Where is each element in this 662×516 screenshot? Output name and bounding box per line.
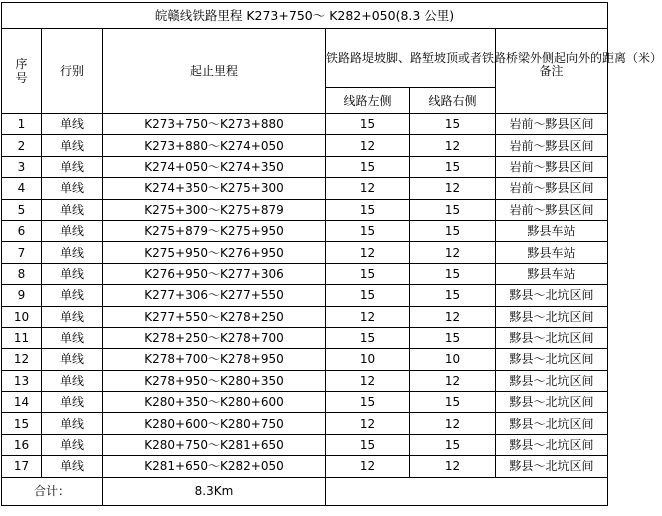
cell-seq: 6: [2, 220, 42, 241]
cell-left-distance: 15: [326, 392, 410, 413]
cell-right-distance: 12: [410, 456, 496, 477]
cell-right-distance: 15: [410, 392, 496, 413]
cell-note: 黟县～北坑区间: [496, 285, 608, 306]
cell-left-distance: 15: [326, 220, 410, 241]
cell-type: 单线: [42, 199, 103, 220]
header-left: 线路左侧: [326, 88, 410, 114]
cell-right-distance: 15: [410, 114, 496, 135]
cell-range: K273+750～K273+880: [103, 114, 326, 135]
cell-note: 黟县车站: [496, 220, 608, 241]
cell-left-distance: 15: [326, 285, 410, 306]
cell-seq: 2: [2, 135, 42, 156]
cell-left-distance: 15: [326, 156, 410, 177]
cell-type: 单线: [42, 392, 103, 413]
cell-type: 单线: [42, 370, 103, 391]
table-title: 皖赣线铁路里程 K273+750～ K282+050(8.3 公里): [2, 3, 608, 29]
cell-seq: 11: [2, 327, 42, 348]
cell-type: 单线: [42, 327, 103, 348]
cell-right-distance: 12: [410, 370, 496, 391]
cell-seq: 10: [2, 306, 42, 327]
cell-left-distance: 12: [326, 370, 410, 391]
cell-note: 黟县～北坑区间: [496, 306, 608, 327]
table-row: [2, 392, 608, 413]
cell-note: 黟县～北坑区间: [496, 456, 608, 477]
cell-left-distance: 12: [326, 413, 410, 434]
cell-right-distance: 12: [410, 306, 496, 327]
cell-seq: 3: [2, 156, 42, 177]
cell-seq: 16: [2, 434, 42, 455]
cell-note: 黟县车站: [496, 263, 608, 284]
cell-right-distance: 15: [410, 434, 496, 455]
table-row: [2, 199, 608, 220]
cell-left-distance: 12: [326, 242, 410, 263]
cell-range: K276+950～K277+306: [103, 263, 326, 284]
total-label: 合计：: [2, 477, 103, 505]
table-row: [2, 370, 608, 391]
table-row: [2, 135, 608, 156]
cell-note: 黟县～北坑区间: [496, 349, 608, 370]
cell-note: 岩前～黟县区间: [496, 178, 608, 199]
cell-right-distance: 12: [410, 413, 496, 434]
header-range: 起止里程: [103, 29, 326, 114]
cell-seq: 1: [2, 114, 42, 135]
cell-range: K280+750～K281+650: [103, 434, 326, 455]
header-type: 行别: [42, 29, 103, 114]
cell-note: 岩前～黟县区间: [496, 199, 608, 220]
cell-right-distance: 15: [410, 156, 496, 177]
cell-range: K274+350～K275+300: [103, 178, 326, 199]
table-row: [2, 306, 608, 327]
cell-seq: 17: [2, 456, 42, 477]
cell-left-distance: 12: [326, 178, 410, 199]
cell-left-distance: 12: [326, 456, 410, 477]
cell-seq: 14: [2, 392, 42, 413]
cell-range: K273+880～K274+050: [103, 135, 326, 156]
cell-left-distance: 12: [326, 135, 410, 156]
cell-left-distance: 10: [326, 349, 410, 370]
cell-type: 单线: [42, 434, 103, 455]
cell-note: 岩前～黟县区间: [496, 135, 608, 156]
total-value: 8.3Km: [103, 477, 326, 505]
table-row: [2, 114, 608, 135]
cell-left-distance: 15: [326, 263, 410, 284]
table-row: [2, 220, 608, 241]
cell-type: 单线: [42, 114, 103, 135]
cell-note: 岩前～黟县区间: [496, 156, 608, 177]
cell-range: K277+550～K278+250: [103, 306, 326, 327]
cell-seq: 15: [2, 413, 42, 434]
cell-left-distance: 12: [326, 306, 410, 327]
cell-range: K280+600～K280+750: [103, 413, 326, 434]
cell-seq: 12: [2, 349, 42, 370]
header-distance: 铁路路堤坡脚、路堑坡顶或者铁路桥梁外侧起向外的距离（米）: [326, 29, 496, 88]
total-empty: [326, 477, 608, 505]
cell-note: 黟县～北坑区间: [496, 370, 608, 391]
cell-type: 单线: [42, 156, 103, 177]
cell-range: K280+350～K280+600: [103, 392, 326, 413]
header-right: 线路右侧: [410, 88, 496, 114]
cell-right-distance: 15: [410, 327, 496, 348]
railway-mileage-table: [1, 2, 662, 506]
cell-seq: 8: [2, 263, 42, 284]
table-row: [2, 327, 608, 348]
cell-seq: 4: [2, 178, 42, 199]
cell-note: 黟县车站: [496, 242, 608, 263]
cell-seq: 7: [2, 242, 42, 263]
table-row: [2, 434, 608, 455]
table-row: [2, 349, 608, 370]
table-row: [2, 178, 608, 199]
cell-seq: 5: [2, 199, 42, 220]
cell-left-distance: 15: [326, 199, 410, 220]
cell-range: K278+700～K278+950: [103, 349, 326, 370]
cell-right-distance: 12: [410, 135, 496, 156]
cell-range: K281+650～K282+050: [103, 456, 326, 477]
cell-right-distance: 15: [410, 199, 496, 220]
cell-range: K275+879～K275+950: [103, 220, 326, 241]
cell-type: 单线: [42, 135, 103, 156]
cell-range: K274+050～K274+350: [103, 156, 326, 177]
cell-right-distance: 12: [410, 178, 496, 199]
cell-type: 单线: [42, 285, 103, 306]
header-note: 备注: [496, 29, 608, 114]
table-row: [2, 456, 608, 477]
cell-type: 单线: [42, 306, 103, 327]
cell-type: 单线: [42, 413, 103, 434]
cell-right-distance: 10: [410, 349, 496, 370]
table-row: [2, 242, 608, 263]
table-row: [2, 263, 608, 284]
cell-type: 单线: [42, 178, 103, 199]
cell-note: 岩前～黟县区间: [496, 114, 608, 135]
cell-type: 单线: [42, 220, 103, 241]
cell-range: K275+300～K275+879: [103, 199, 326, 220]
cell-range: K278+950～K280+350: [103, 370, 326, 391]
table-row: [2, 156, 608, 177]
cell-type: 单线: [42, 263, 103, 284]
cell-type: 单线: [42, 349, 103, 370]
cell-note: 黟县～北坑区间: [496, 327, 608, 348]
cell-seq: 9: [2, 285, 42, 306]
cell-type: 单线: [42, 242, 103, 263]
header-seq: 序号: [2, 29, 42, 114]
table-row: [2, 285, 608, 306]
cell-range: K277+306～K277+550: [103, 285, 326, 306]
cell-type: 单线: [42, 456, 103, 477]
cell-left-distance: 15: [326, 114, 410, 135]
cell-right-distance: 12: [410, 242, 496, 263]
cell-range: K278+250～K278+700: [103, 327, 326, 348]
cell-seq: 13: [2, 370, 42, 391]
cell-note: 黟县～北坑区间: [496, 434, 608, 455]
total-row: [2, 477, 608, 505]
cell-note: 黟县～北坑区间: [496, 413, 608, 434]
cell-range: K275+950～K276+950: [103, 242, 326, 263]
cell-left-distance: 15: [326, 434, 410, 455]
cell-right-distance: 15: [410, 220, 496, 241]
cell-left-distance: 15: [326, 327, 410, 348]
cell-right-distance: 15: [410, 285, 496, 306]
table-row: [2, 413, 608, 434]
cell-note: 黟县～北坑区间: [496, 392, 608, 413]
cell-right-distance: 15: [410, 263, 496, 284]
